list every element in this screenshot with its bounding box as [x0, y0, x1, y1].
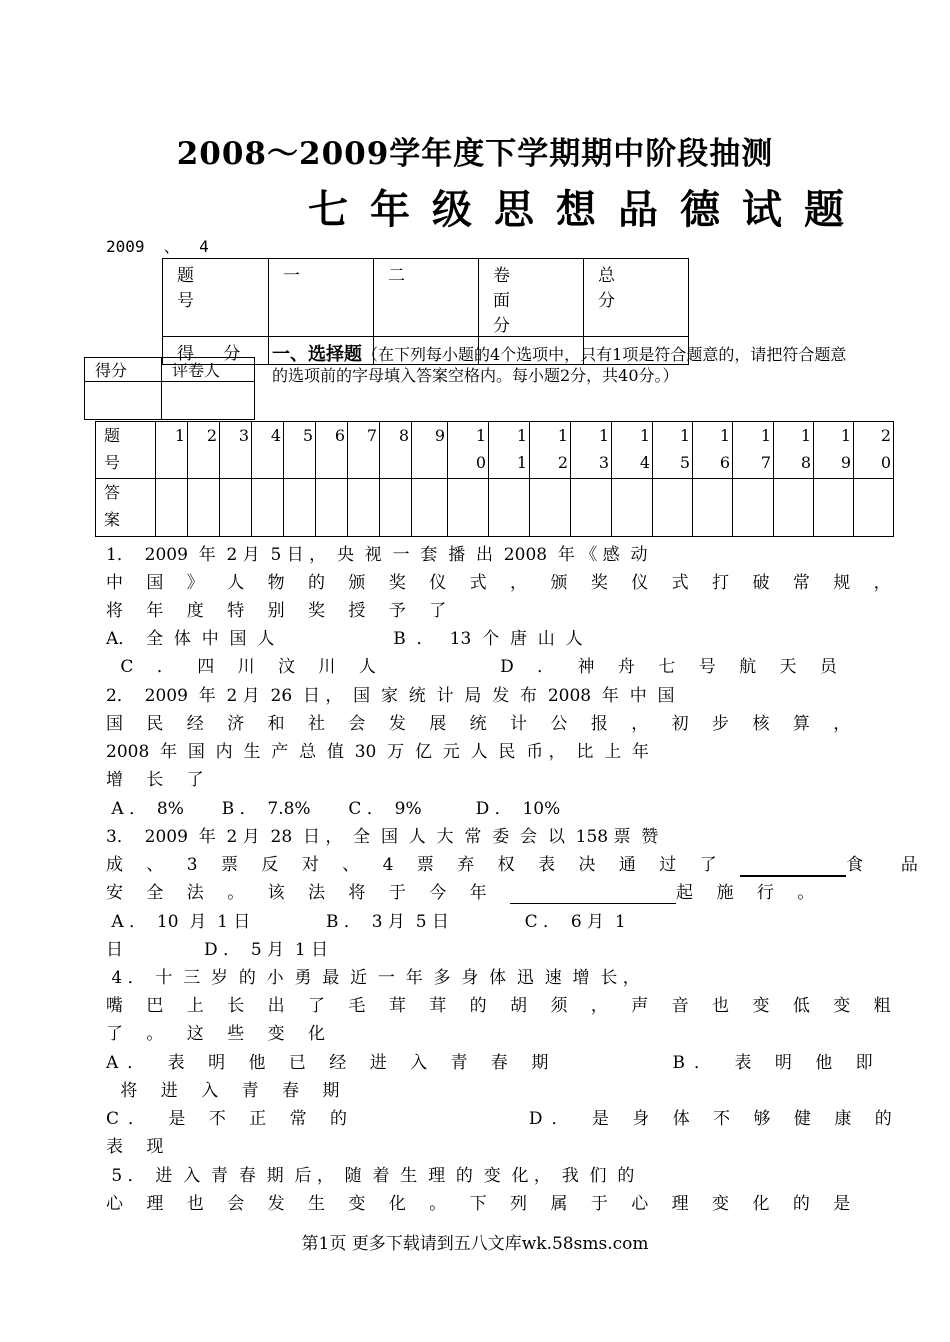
answer-number-cell: 1 5 [653, 422, 693, 479]
question-4-line: 4 ． 十 三 岁 的 小 勇 最 近 一 年 多 身 体 迅 速 增 长 ， [106, 968, 640, 988]
answer-number-label: 题 号 [96, 422, 156, 479]
answer-number-cell: 5 [284, 422, 316, 479]
answer-number-cell: 1 2 [530, 422, 571, 479]
question-3-option: A ． 10 月 1 日 B ． 3 月 5 日 C ． 6 月 1 [106, 912, 626, 932]
answer-table-number-row [96, 422, 894, 479]
answer-input-cell[interactable] [156, 479, 188, 537]
answer-input-cell[interactable] [489, 479, 530, 537]
question-2-options: A ． 8% B ． 7.8% C ． 9% D ． 10% [106, 799, 561, 819]
exam-date: 2009 、 4 [106, 237, 209, 256]
blank-underline[interactable] [510, 883, 676, 904]
question-5-line: 心 理 也 会 发 生 变 化 。 下 列 属 于 心 理 变 化 的 是 [106, 1194, 860, 1214]
score-header-question: 题 号 [163, 259, 269, 337]
score-header-total: 总 分 [584, 259, 689, 337]
question-3-text: 成 、 3 票 反 对 、 4 票 弃 权 表 决 通 过 了 [106, 855, 741, 875]
answer-input-cell[interactable] [284, 479, 316, 537]
question-3-option: 日 D ． 5 月 1 日 [106, 940, 329, 960]
question-3-text: 起 施 行 。 [676, 883, 824, 903]
question-1-option: A． 全 体 中 国 人 B ． 13 个 唐 山 人 [106, 629, 583, 649]
question-5-line: 5 ． 进 入 青 春 期 后 ， 随 着 生 理 的 变 化 ， 我 们 的 [106, 1166, 635, 1186]
answer-number-cell: 9 [412, 422, 448, 479]
question-4-option: 表 现 [106, 1137, 173, 1157]
answer-number-cell: 1 4 [612, 422, 653, 479]
question-1-option: C ． 四 川 汶 川 人 D ． 神 舟 七 号 航 天 员 [106, 657, 846, 677]
answer-input-cell[interactable] [412, 479, 448, 537]
answer-input-cell[interactable] [380, 479, 412, 537]
question-3-text: 安 全 法 。 该 法 将 于 今 年 [106, 883, 511, 903]
answer-input-cell[interactable] [348, 479, 380, 537]
exam-subtitle: 七年级思想品德试题 [308, 186, 866, 233]
question-2-line: 2． 2009 年 2 月 26 日 ， 国 家 统 计 局 发 布 2008 年 中 国 [106, 686, 675, 706]
answer-input-cell[interactable] [612, 479, 653, 537]
answer-input-cell[interactable] [693, 479, 733, 537]
answer-table [95, 421, 894, 537]
question-4-option: 将 进 入 青 春 期 [106, 1081, 349, 1101]
answer-input-cell[interactable] [733, 479, 774, 537]
answer-number-cell: 1 6 [693, 422, 733, 479]
section-heading [272, 344, 862, 386]
answer-number-cell: 1 1 [489, 422, 530, 479]
answer-number-cell: 6 [316, 422, 348, 479]
question-3-text: 食 品 [846, 855, 927, 875]
question-3-line [106, 878, 836, 904]
answer-number-cell: 2 0 [854, 422, 894, 479]
question-1-line: 中 国 》 人 物 的 颁 奖 仪 式 ， 颁 奖 仪 式 打 破 常 规 ， [106, 573, 900, 593]
question-4-line: 嘴 巴 上 长 出 了 毛 茸 茸 的 胡 须 ， 声 音 也 变 低 变 粗 [106, 996, 900, 1016]
section-title: 一、选择题 [272, 344, 362, 365]
answer-input-cell[interactable] [252, 479, 284, 537]
grader-name-cell[interactable] [162, 382, 255, 420]
answer-input-cell[interactable] [448, 479, 489, 537]
grader-box [84, 357, 255, 420]
answer-number-cell: 1 3 [571, 422, 612, 479]
blank-underline[interactable] [740, 855, 846, 877]
grader-score-cell[interactable] [85, 382, 162, 420]
grader-name-label: 评卷人 [162, 358, 255, 382]
score-row-label: 得 分 [163, 337, 269, 365]
page-footer: 第1页 更多下载请到五八文库wk.58sms.com [301, 1234, 649, 1254]
question-4-option: A． 表 明 他 已 经 进 入 青 春 期 B． 表 明 他 即 [106, 1053, 882, 1073]
answer-input-cell[interactable] [220, 479, 252, 537]
question-3-line: 3． 2009 年 2 月 28 日 ， 全 国 人 大 常 委 会 以 158 票 赞 [106, 827, 659, 847]
question-4-line: 了 。 这 些 变 化 [106, 1024, 335, 1044]
question-2-line: 国 民 经 济 和 社 会 发 展 统 计 公 报 ， 初 步 核 算 ， [106, 714, 860, 734]
question-1-line: 将 年 度 特 别 奖 授 予 了 [106, 601, 456, 621]
question-2-line: 增 长 了 [106, 770, 213, 790]
score-table-header-row [163, 259, 689, 337]
answer-input-cell[interactable] [188, 479, 220, 537]
answer-input-cell[interactable] [530, 479, 571, 537]
answer-input-cell[interactable] [571, 479, 612, 537]
answer-row-label: 答 案 [96, 479, 156, 537]
answer-number-cell: 3 [220, 422, 252, 479]
exam-title: 2008～2009学年度下学期期中阶段抽测 [176, 136, 774, 172]
question-2-line: 2008 年 国 内 生 产 总 值 30 万 亿 元 人 民 币 ， 比 上 年 [106, 742, 650, 762]
section-instructions: （在下列每小题的4个选项中，只有1项是符合题意的，请把符合题意的选项前的字母填入答案空格内。每小题2分，共40分。） [272, 345, 847, 385]
answer-number-cell: 1 [156, 422, 188, 479]
answer-input-cell[interactable] [814, 479, 854, 537]
score-header-presentation: 卷 面 分 [479, 259, 584, 337]
score-header-part1: 一 [269, 259, 374, 337]
question-3-line [106, 850, 927, 877]
grader-score-label: 得分 [85, 358, 162, 382]
answer-input-cell[interactable] [653, 479, 693, 537]
answer-number-cell: 1 9 [814, 422, 854, 479]
answer-number-cell: 4 [252, 422, 284, 479]
answer-number-cell: 1 7 [733, 422, 774, 479]
answer-number-cell: 7 [348, 422, 380, 479]
answer-number-cell: 2 [188, 422, 220, 479]
answer-table-answer-row [96, 479, 894, 537]
answer-input-cell[interactable] [774, 479, 814, 537]
score-header-part2: 二 [374, 259, 479, 337]
answer-input-cell[interactable] [854, 479, 894, 537]
answer-number-cell: 1 0 [448, 422, 489, 479]
answer-input-cell[interactable] [316, 479, 348, 537]
question-1-line: 1． 2009 年 2 月 5 日 ， 央 视 一 套 播 出 2008 年 《 感 动 [106, 545, 648, 565]
answer-number-cell: 1 8 [774, 422, 814, 479]
question-4-option: C． 是 不 正 常 的 D． 是 身 体 不 够 健 康 的 [106, 1109, 901, 1129]
answer-number-cell: 8 [380, 422, 412, 479]
